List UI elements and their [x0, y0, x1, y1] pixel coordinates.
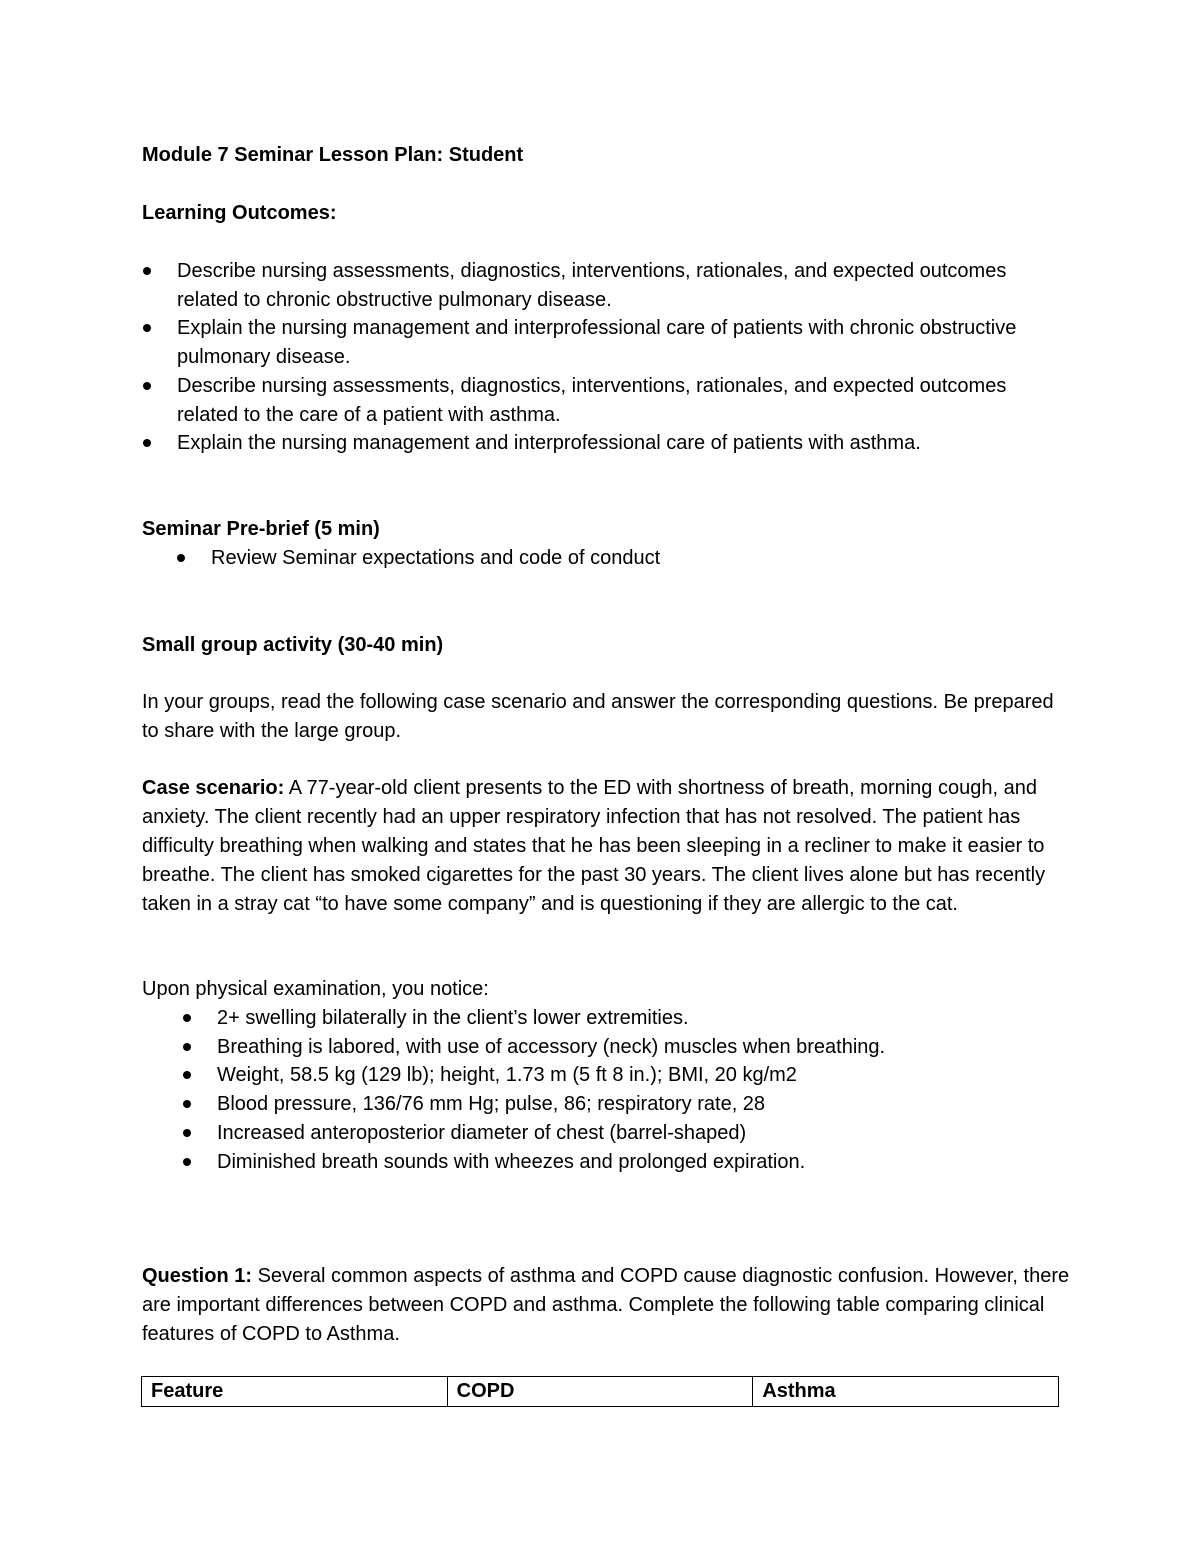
bullet-icon [183, 1014, 191, 1022]
small-group-intro: In your groups, read the following case scenario and answer the corresponding questions. Be prepared to share with the large group. [142, 691, 1054, 742]
list-item: Explain the nursing management and interprofessional care of patients with chronic obstructive pulmonary disease. [177, 314, 1017, 371]
bullet-icon [143, 382, 151, 390]
prebrief-heading: Seminar Pre-brief (5 min) [142, 518, 380, 540]
list-item: 2+ swelling bilaterally in the client’s lower extremities. [217, 1004, 1057, 1033]
bullet-icon [143, 439, 151, 447]
table-header-row [142, 1377, 1059, 1407]
learning-outcomes-list [177, 257, 1017, 458]
comparison-table [141, 1376, 1059, 1407]
bullet-icon [183, 1158, 191, 1166]
list-item: Describe nursing assessments, diagnostics, interventions, rationales, and expected outcomes related to the care of a patient with asthma. [177, 372, 1017, 429]
exam-heading: Upon physical examination, you notice: [142, 978, 489, 1000]
question-1-label: Question 1: [142, 1265, 253, 1287]
question-1 [142, 1262, 1072, 1349]
question-1-text: Several common aspects of asthma and COPD cause diagnostic confusion. However, there are important differences between COPD and asthma. Complete the following table comparing clinical features of COPD to Asthma. [142, 1265, 1070, 1345]
list-item: Explain the nursing management and interprofessional care of patients with asthma. [177, 429, 1017, 458]
case-scenario-label: Case scenario: [142, 777, 285, 799]
page-title: Module 7 Seminar Lesson Plan: Student [142, 144, 524, 166]
case-scenario-text: A 77-year-old client presents to the ED with shortness of breath, morning cough, and anxiety. The client recently had an upper respiratory infection that has not resolved. The patient has difficulty breathing when walking and states that he has been sleeping in a recliner to make it easier to breathe. The client has smoked cigarettes for the past 30 years. The client lives alone but has recently taken in a stray cat “to have some company” and is questioning if they are allergic to the cat. [142, 777, 1046, 915]
list-item: Blood pressure, 136/76 mm Hg; pulse, 86; respiratory rate, 28 [217, 1090, 1057, 1119]
list-item: Breathing is labored, with use of accessory (neck) muscles when breathing. [217, 1033, 1057, 1062]
list-item: Describe nursing assessments, diagnostics, interventions, rationales, and expected outcomes related to chronic obstructive pulmonary disease. [177, 257, 1017, 314]
bullet-icon [183, 1071, 191, 1079]
learning-outcomes-heading: Learning Outcomes: [142, 202, 337, 224]
table-header-copd: COPD [447, 1377, 753, 1407]
prebrief-list [211, 544, 1011, 573]
table-header-feature: Feature [142, 1377, 448, 1407]
list-item: Diminished breath sounds with wheezes and prolonged expiration. [217, 1148, 1057, 1177]
bullet-icon [183, 1100, 191, 1108]
small-group-heading: Small group activity (30-40 min) [142, 634, 444, 656]
list-item: Weight, 58.5 kg (129 lb); height, 1.73 m (5 ft 8 in.); BMI, 20 kg/m2 [217, 1061, 1057, 1090]
bullet-icon [183, 1043, 191, 1051]
case-scenario [142, 774, 1072, 919]
exam-findings-list [217, 1004, 1057, 1176]
bullet-icon [177, 554, 185, 562]
bullet-icon [143, 324, 151, 332]
bullet-icon [143, 267, 151, 275]
table-header-asthma: Asthma [753, 1377, 1059, 1407]
list-item: Increased anteroposterior diameter of chest (barrel-shaped) [217, 1119, 1057, 1148]
list-item: Review Seminar expectations and code of conduct [211, 544, 1011, 573]
bullet-icon [183, 1129, 191, 1137]
